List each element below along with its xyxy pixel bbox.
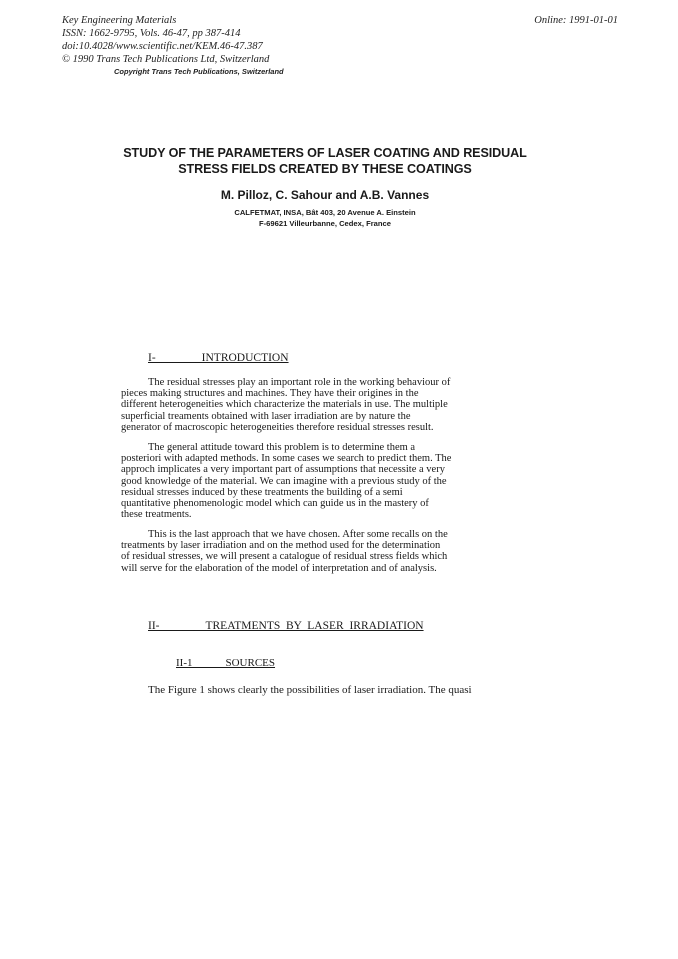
copyright-notice: © 1990 Trans Tech Publications Ltd, Switzerland xyxy=(62,54,270,65)
intro-paragraph xyxy=(121,442,531,520)
text-line: approch implicates a very important part of assumptions that necessite a very xyxy=(121,464,445,476)
title-line: STRESS FIELDS CREATED BY THESE COATINGS xyxy=(178,162,472,176)
issn-line: ISSN: 1662-9795, Vols. 46-47, pp 387-414 xyxy=(62,28,241,39)
text-line: posteriori with adapted methods. In some cases we search to predict them. The xyxy=(121,453,452,465)
subsection-heading-sources: II-1______SOURCES xyxy=(176,657,276,669)
text-line: these treatments. xyxy=(121,509,192,521)
text-line: The general attitude toward this problem is to determine them a xyxy=(148,442,416,453)
text-line: of residual stresses, we will present a catalogue of residual stress fields which xyxy=(121,551,448,563)
intro-paragraph xyxy=(121,529,531,574)
text-line: good knowledge of the material. We can imagine with a previous study of the xyxy=(121,475,447,487)
text-line: treatments by laser irradiation and on the method used for the determination xyxy=(121,540,441,552)
text-line: generator of macroscopic heterogeneities therefore residual stresses result. xyxy=(121,421,434,433)
journal-name: Key Engineering Materials xyxy=(62,15,177,26)
text-line: The Figure 1 shows clearly the possibilities of laser irradiation. The quasi xyxy=(148,684,472,696)
sources-paragraph xyxy=(148,685,558,696)
text-line: will serve for the elaboration of the model of interpretation and of analysis. xyxy=(121,562,437,574)
text-line: superficial treaments obtained with laser irradiation are by nature the xyxy=(121,410,411,422)
title-line: STUDY OF THE PARAMETERS OF LASER COATING AND RESIDUAL xyxy=(123,146,527,160)
affiliation-line: F-69621 Villeurbanne, Cedex, France xyxy=(259,219,391,228)
publisher-copyright-line: Copyright Trans Tech Publications, Switzerland xyxy=(114,67,284,76)
text-line: residual stresses induced by these treatments the building of a semi xyxy=(121,486,403,498)
online-date: Online: 1991-01-01 xyxy=(534,15,618,26)
paper-title xyxy=(100,145,550,177)
text-line: different heterogeneities which characterize the materials in use. The multiple xyxy=(121,399,448,411)
text-line: pieces making structures and machines. They have their origines in the xyxy=(121,388,419,400)
author-affiliation xyxy=(100,207,550,229)
section-heading-treatments: II-________TREATMENTS BY LASER IRRADIATION xyxy=(148,620,424,632)
section-heading-introduction: I-________INTRODUCTION xyxy=(148,352,289,364)
paper-authors: M. Pilloz, C. Sahour and A.B. Vannes xyxy=(220,188,430,202)
text-line: This is the last approach that we have chosen. After some recalls on the xyxy=(148,529,448,540)
intro-paragraph xyxy=(121,377,531,433)
text-line: quantitative phenomenologic model which can guide us in the mastery of xyxy=(121,498,429,510)
journal-header xyxy=(62,14,422,66)
doi-link[interactable]: doi:10.4028/www.scientific.net/KEM.46-47.387 xyxy=(62,41,263,52)
affiliation-line: CALFETMAT, INSA, Bât 403, 20 Avenue A. Einstein xyxy=(234,208,416,217)
text-line: The residual stresses play an important role in the working behaviour of xyxy=(148,377,451,388)
